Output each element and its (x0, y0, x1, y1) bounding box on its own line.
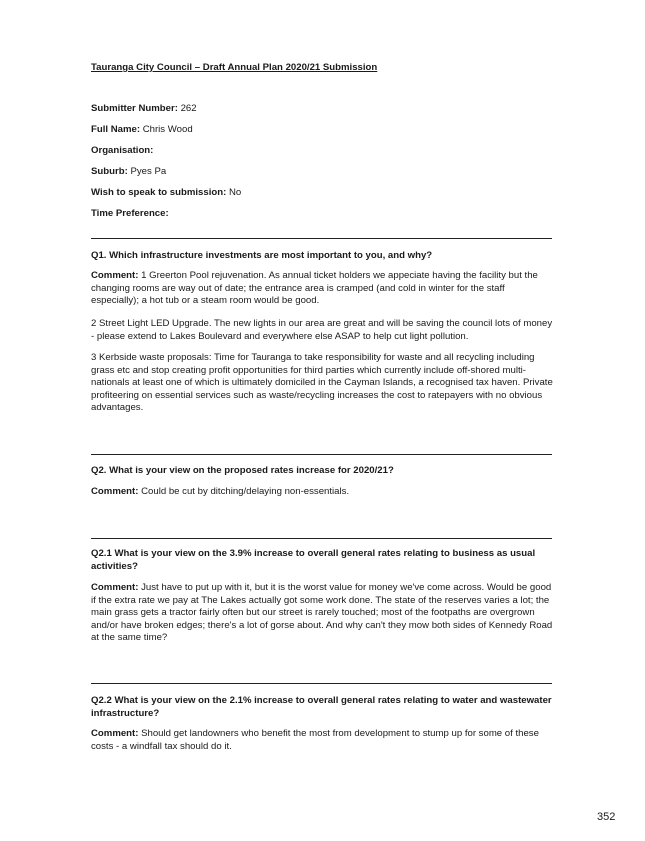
question-q2-2: Q2.2 What is your view on the 2.1% increase to overall general rates relating to water and wastewater infrastructure? (91, 695, 552, 719)
section-divider (91, 454, 552, 455)
question-q1: Q1. Which infrastructure investments are most important to you, and why? (91, 250, 433, 261)
q2-2-answer-text: Should get landowners who benefit the most from development to stump up for some of these costs - a windfall tax should do it. (91, 728, 539, 752)
submitter-number-label: Submitter Number: (91, 103, 178, 114)
q1-answer-paragraph-3: 3 Kerbside waste proposals: Time for Tauranga to take responsibility for waste and all recycling including grass etc and stop creating profit opportunities for third parties which currently include off-shored multi-nationals at least one of which is ultimately domiciled in the Cayman Islands, a recognised tax haven. Private profiteering on essential services such as waste/recycling increases the cost to ratepayers with no obvious advantages. (91, 352, 553, 414)
question-q2: Q2. What is your view on the proposed rates increase for 2020/21? (91, 465, 394, 476)
q1-answer-text-1: 1 Greerton Pool rejuvenation. As annual ticket holders we appeciate having the facility but the changing rooms are way out of date; the entrance area is cramped (and cold in winter for the staff especially); a hot tub or a steam room would be good. (91, 270, 538, 307)
q2-1-answer-text: Just have to put up with it, but it is the worst value for money we've come across. Would be good if the extra rate we pay at The Lakes actually got some work done. The state of the reserves varies a lot; the main grass gets a tractor fairly often but our street is rarely touched; most of the footpaths are overgrown and/or have broken edges; there's a lot of gorse about. And why can't they mow both sides of Kennedy Road at the same time? (91, 582, 553, 644)
question-q2-1: Q2.1 What is your view on the 3.9% increase to overall general rates relating to business as usual activities? (91, 548, 536, 572)
q2-2-answer (91, 728, 553, 753)
speak-label: Wish to speak to submission: (91, 187, 227, 198)
time-preference-label: Time Preference: (91, 208, 169, 219)
speak-value: No (228, 187, 242, 198)
full-name-label: Full Name: (91, 124, 141, 135)
comment-label: Comment: (91, 270, 139, 281)
section-divider (91, 238, 552, 239)
comment-label: Comment: (91, 582, 139, 593)
submitter-number-field (91, 103, 197, 116)
section-divider (91, 538, 552, 539)
organisation-field (91, 145, 153, 158)
page-number: 352 (597, 811, 616, 823)
q2-1-answer (91, 582, 553, 645)
q1-answer-paragraph-1 (91, 270, 553, 308)
submitter-number-value: 262 (180, 103, 197, 114)
suburb-label: Suburb: (91, 166, 128, 177)
comment-label: Comment: (91, 728, 139, 739)
full-name-field (91, 124, 193, 137)
suburb-field (91, 166, 166, 179)
full-name-value: Chris Wood (142, 124, 193, 135)
speak-field (91, 187, 241, 200)
suburb-value: Pyes Pa (130, 166, 167, 177)
document-title: Tauranga City Council – Draft Annual Plan 2020/21 Submission (91, 62, 378, 73)
section-divider (91, 683, 552, 684)
organisation-label: Organisation: (91, 145, 154, 156)
q1-answer-paragraph-2: 2 Street Light LED Upgrade. The new lights in our area are great and will be saving the council lots of money - please extend to Lakes Boulevard and everywhere else ASAP to help cut light pollution. (91, 318, 553, 342)
document-page (91, 0, 553, 841)
q2-answer (91, 486, 553, 499)
q2-answer-text: Could be cut by ditching/delaying non-essentials. (141, 486, 350, 497)
time-preference-field (91, 208, 169, 221)
comment-label: Comment: (91, 486, 139, 497)
